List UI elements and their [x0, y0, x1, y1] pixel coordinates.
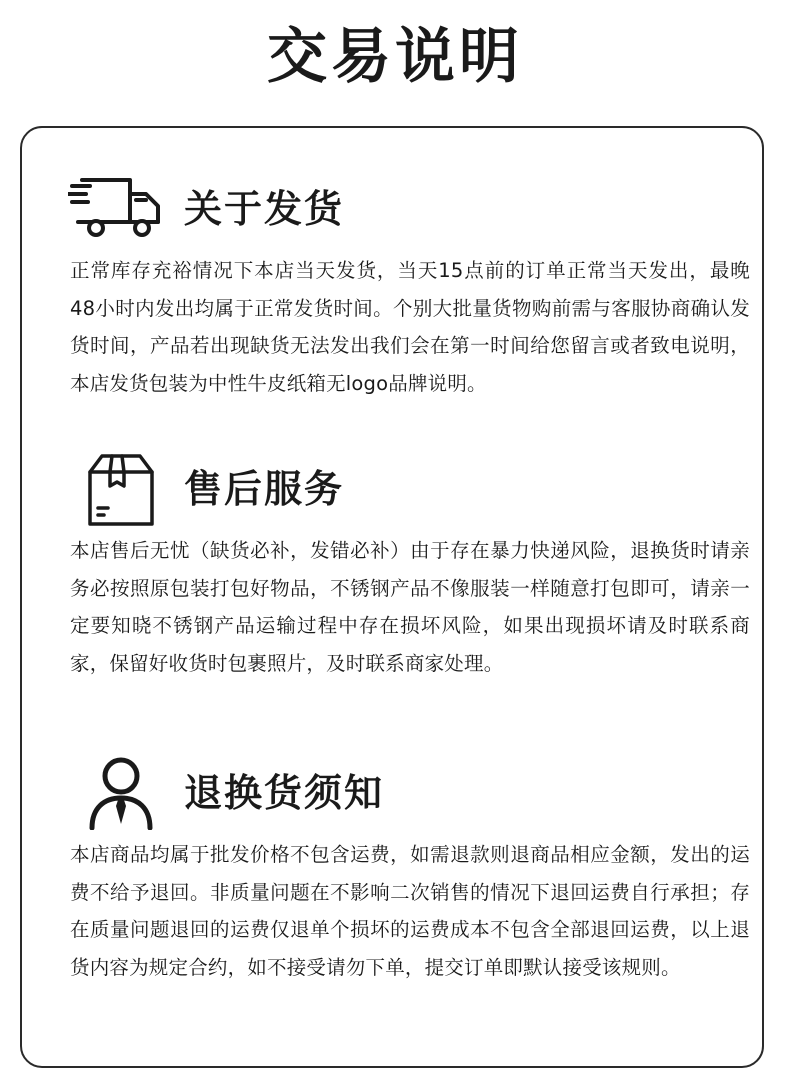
- section-body: 本店商品均属于批发价格不包含运费，如需退款则退商品相应金额，发出的运费不给予退回。非质量问题在不影响二次销售的情况下退回运费自行承担；存在质量问题退回的运费仅退单个损坏的运费成本不包含全部退回运费，以上退货内容为规定合约，如不接受请勿下单，提交订单即默认接受该规则。: [70, 843, 750, 979]
- package-box-icon: [68, 452, 164, 526]
- section-title: 关于发货: [184, 187, 345, 231]
- delivery-truck-icon: [68, 172, 164, 246]
- page-title: 交易说明: [267, 22, 523, 92]
- section-title: 退换货须知: [184, 771, 385, 815]
- customer-service-person-icon: [68, 756, 164, 830]
- section-body: 正常库存充裕情况下本店当天发货，当天15点前的订单正常当天发出，最晚48小时内发出均属于正常发货时间。个别大批量货物购前需与客服协商确认发货时间，产品若出现缺货无法发出我们会在第一时间给您留言或者致电说明，本店发货包装为中性牛皮纸箱无logo品牌说明。: [70, 259, 750, 395]
- section-header: [50, 172, 740, 246]
- section-title: 售后服务: [184, 467, 345, 511]
- section-header: [50, 756, 740, 830]
- section-shipping: [50, 172, 750, 402]
- section-header: [50, 452, 740, 526]
- section-returns: [50, 756, 750, 986]
- section-after-sales: [50, 452, 750, 682]
- section-body: 本店售后无忧（缺货必补，发错必补）由于存在暴力快递风险，退换货时请亲务必按照原包装打包好物品，不锈钢产品不像服装一样随意打包即可，请亲一定要知晓不锈钢产品运输过程中存在损坏风险，如果出现损坏请及时联系商家，保留好收货时包裹照片，及时联系商家处理。: [70, 539, 750, 675]
